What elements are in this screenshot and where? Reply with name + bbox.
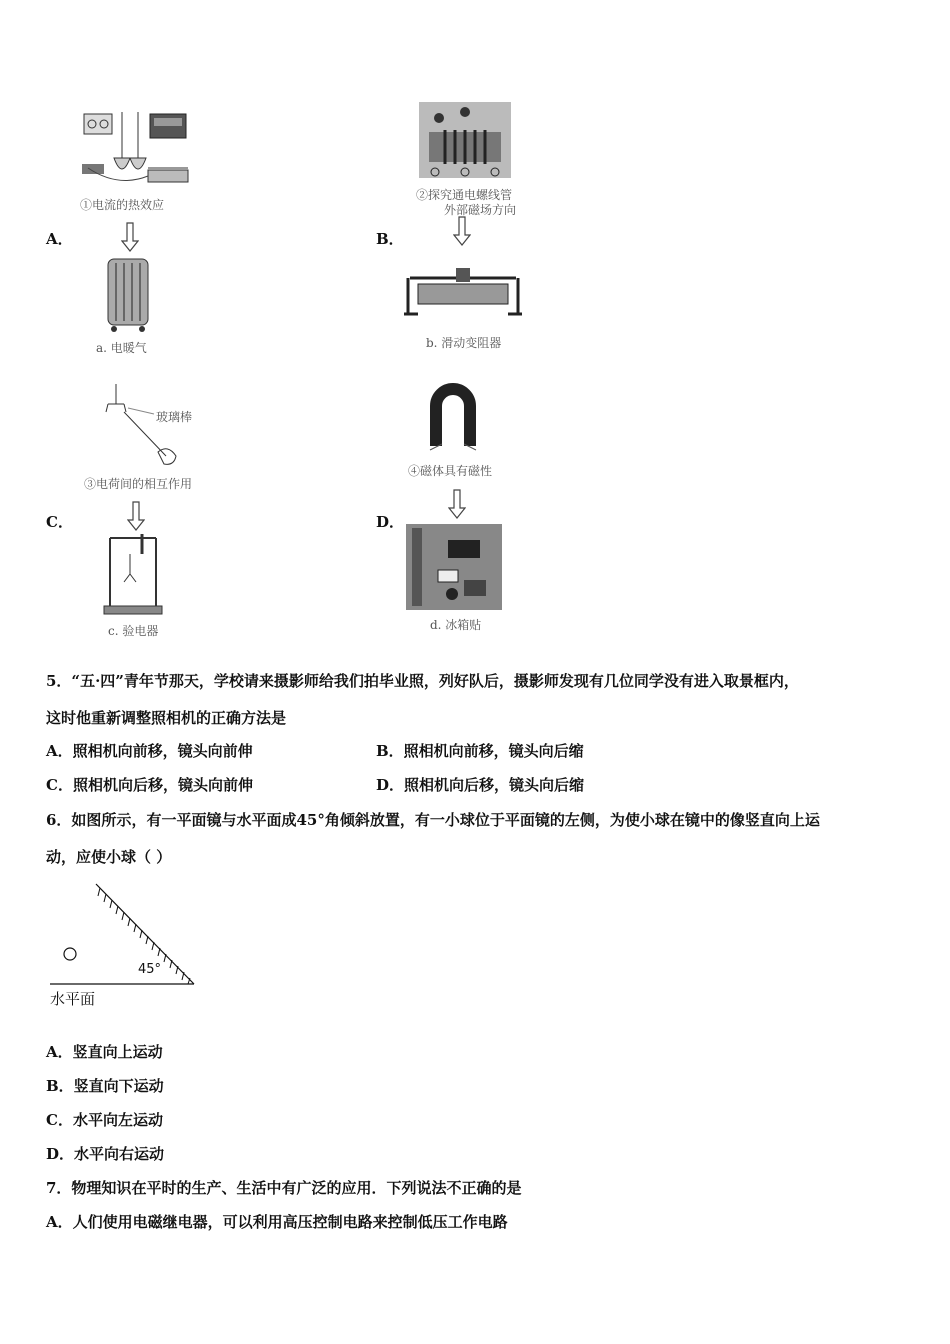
q5-option-a[interactable]: A．照相机向前移，镜头向前伸 [46, 742, 253, 760]
ball-icon [64, 948, 76, 960]
angle-label: 45° [138, 962, 162, 977]
option-a-bottom-caption: a. 电暖气 [96, 341, 147, 355]
option-a-letter[interactable]: A． [46, 230, 73, 248]
q6-stem-line2: 动，应使小球（ ） [46, 848, 172, 866]
down-arrow-icon [121, 222, 139, 252]
heat-effect-apparatus-illustration [78, 108, 194, 196]
option-b-letter[interactable]: B． [376, 230, 404, 248]
solenoid-compass-photo [419, 102, 511, 178]
option-b-top-caption-2: 外部磁场方向 [444, 203, 517, 217]
option-c-bottom-caption: c. 验电器 [108, 624, 159, 638]
mirror-diagram [46, 880, 206, 990]
fridge-magnet-photo [406, 524, 502, 610]
u-magnet-photo [424, 380, 482, 454]
q5-option-c[interactable]: C．照相机向后移，镜头向前伸 [46, 776, 253, 794]
q6-option-a[interactable]: A．竖直向上运动 [46, 1043, 163, 1061]
option-b-top-caption-1: ②探究通电螺线管 [416, 188, 513, 202]
q5-option-b[interactable]: B．照相机向前移，镜头向后缩 [376, 742, 584, 760]
glass-rod-label: 玻璃棒 [156, 410, 193, 424]
option-c-letter[interactable]: C． [46, 513, 73, 531]
down-arrow-icon [453, 216, 471, 246]
q7-option-a[interactable]: A．人们使用电磁继电器，可以利用高压控制电路来控制低压工作电路 [46, 1213, 508, 1231]
option-d-letter[interactable]: D． [376, 513, 405, 531]
sliding-rheostat-photo [404, 264, 522, 320]
ground-label: 水平面 [50, 990, 96, 1008]
option-d-top-caption: ④磁体具有磁性 [408, 464, 493, 478]
q5-stem-line2: 这时他重新调整照相机的正确方法是 [46, 709, 287, 727]
down-arrow-icon [127, 501, 145, 531]
q6-option-d[interactable]: D．水平向右运动 [46, 1145, 165, 1163]
q6-option-c[interactable]: C．水平向左运动 [46, 1111, 163, 1129]
q7-stem-line1: 7．物理知识在平时的生产、生活中有广泛的应用．下列说法不正确的是 [46, 1179, 522, 1197]
q5-stem-line1: 5．“五·四”青年节那天，学校请来摄影师给我们拍毕业照，列好队后，摄影师发现有几位同学没有进入取景框内， [46, 672, 799, 690]
option-c-top-caption: ③电荷间的相互作用 [84, 477, 193, 491]
q6-option-b[interactable]: B．竖直向下运动 [46, 1077, 164, 1095]
down-arrow-icon [448, 489, 466, 519]
electroscope-photo [102, 534, 164, 616]
option-b-bottom-caption: b. 滑动变阻器 [426, 336, 502, 350]
electric-heater-photo [104, 257, 152, 333]
q5-option-d[interactable]: D．照相机向后移，镜头向后缩 [376, 776, 585, 794]
option-a-top-caption: ①电流的热效应 [80, 198, 165, 212]
option-d-bottom-caption: d. 冰箱贴 [430, 618, 482, 632]
glass-rod-illustration [98, 382, 188, 468]
q6-stem-line1: 6．如图所示，有一平面镜与水平面成45°角倾斜放置，有一小球位于平面镜的左侧，为使小球在镜中的像竖直向上运 [46, 811, 820, 829]
